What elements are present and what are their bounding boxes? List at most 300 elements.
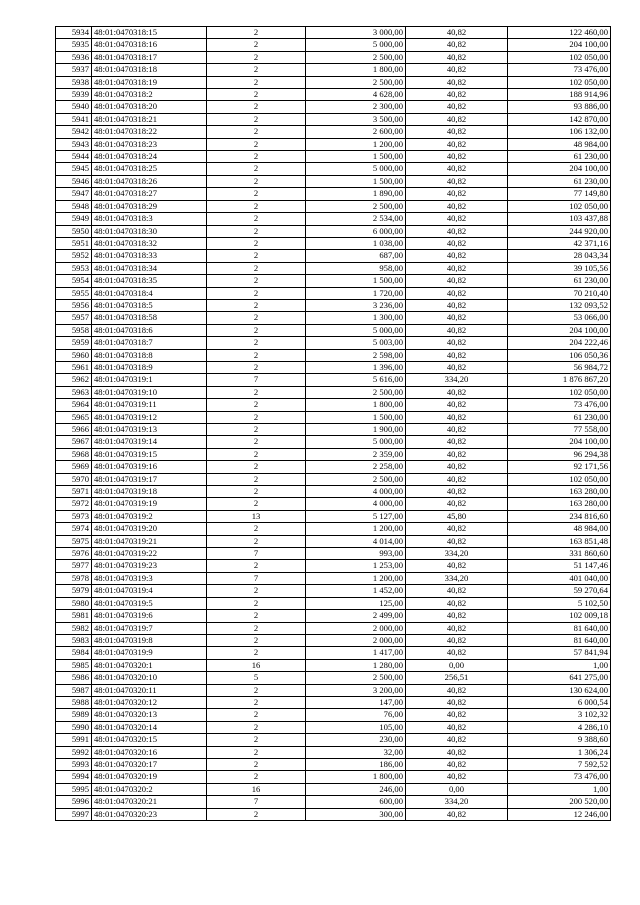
area-cell: 2 500,00 — [306, 51, 406, 63]
cadastral-value-cell: 122 460,00 — [508, 27, 611, 39]
table-row — [56, 27, 611, 39]
row-number-cell: 5954 — [56, 275, 92, 287]
category-code-cell: 2 — [207, 386, 306, 398]
row-number-cell: 5976 — [56, 548, 92, 560]
table-row — [56, 275, 611, 287]
cadastral-number-cell: 48:01:0470319:4 — [92, 585, 207, 597]
cadastral-value-cell: 61 230,00 — [508, 151, 611, 163]
cadastral-value-cell: 102 050,00 — [508, 200, 611, 212]
area-cell: 1 800,00 — [306, 399, 406, 411]
cadastral-number-cell: 48:01:0470319:10 — [92, 386, 207, 398]
category-code-cell: 2 — [207, 684, 306, 696]
area-cell: 4 000,00 — [306, 498, 406, 510]
table-row — [56, 498, 611, 510]
area-cell: 1 500,00 — [306, 411, 406, 423]
table-row — [56, 411, 611, 423]
table-row — [56, 510, 611, 522]
specific-value-cell: 40,82 — [406, 287, 508, 299]
table-row — [56, 200, 611, 212]
cadastral-value-cell: 48 984,00 — [508, 138, 611, 150]
row-number-cell: 5937 — [56, 64, 92, 76]
table-row — [56, 163, 611, 175]
row-number-cell: 5996 — [56, 796, 92, 808]
specific-value-cell: 40,82 — [406, 758, 508, 770]
category-code-cell: 2 — [207, 610, 306, 622]
cadastral-number-cell: 48:01:0470319:20 — [92, 523, 207, 535]
cadastral-value-cell: 106 050,36 — [508, 349, 611, 361]
cadastral-value-cell: 188 914,96 — [508, 89, 611, 101]
area-cell: 105,00 — [306, 721, 406, 733]
specific-value-cell: 40,82 — [406, 696, 508, 708]
cadastral-number-cell: 48:01:0470319:12 — [92, 411, 207, 423]
category-code-cell: 2 — [207, 287, 306, 299]
cadastral-value-cell: 204 222,46 — [508, 337, 611, 349]
table-row — [56, 436, 611, 448]
row-number-cell: 5966 — [56, 424, 92, 436]
table-row — [56, 349, 611, 361]
cadastral-value-cell: 102 050,00 — [508, 76, 611, 88]
table-row — [56, 138, 611, 150]
table-row — [56, 659, 611, 671]
specific-value-cell: 40,82 — [406, 312, 508, 324]
cadastral-number-cell: 48:01:0470319:21 — [92, 535, 207, 547]
cadastral-value-cell: 102 009,18 — [508, 610, 611, 622]
cadastral-value-cell: 70 210,40 — [508, 287, 611, 299]
category-code-cell: 2 — [207, 324, 306, 336]
table-row — [56, 250, 611, 262]
category-code-cell: 2 — [207, 312, 306, 324]
area-cell: 2 500,00 — [306, 672, 406, 684]
cadastral-value-cell: 5 102,50 — [508, 597, 611, 609]
area-cell: 1 500,00 — [306, 275, 406, 287]
specific-value-cell: 0,00 — [406, 783, 508, 795]
row-number-cell: 5961 — [56, 361, 92, 373]
cadastral-number-cell: 48:01:0470318:27 — [92, 188, 207, 200]
table-row — [56, 287, 611, 299]
row-number-cell: 5943 — [56, 138, 92, 150]
category-code-cell: 2 — [207, 535, 306, 547]
category-code-cell: 2 — [207, 138, 306, 150]
category-code-cell: 2 — [207, 585, 306, 597]
cadastral-number-cell: 48:01:0470318:23 — [92, 138, 207, 150]
category-code-cell: 2 — [207, 299, 306, 311]
area-cell: 1 200,00 — [306, 523, 406, 535]
cadastral-number-cell: 48:01:0470318:15 — [92, 27, 207, 39]
row-number-cell: 5935 — [56, 39, 92, 51]
cadastral-number-cell: 48:01:0470318:3 — [92, 213, 207, 225]
specific-value-cell: 334,20 — [406, 572, 508, 584]
area-cell: 5 000,00 — [306, 39, 406, 51]
specific-value-cell: 40,82 — [406, 411, 508, 423]
table-row — [56, 361, 611, 373]
cadastral-number-cell: 48:01:0470318:34 — [92, 262, 207, 274]
row-number-cell: 5992 — [56, 746, 92, 758]
cadastral-number-cell: 48:01:0470318:58 — [92, 312, 207, 324]
cadastral-value-cell: 163 280,00 — [508, 486, 611, 498]
table-row — [56, 39, 611, 51]
specific-value-cell: 40,82 — [406, 151, 508, 163]
cadastral-number-cell: 48:01:0470319:6 — [92, 610, 207, 622]
cadastral-value-cell: 163 280,00 — [508, 498, 611, 510]
area-cell: 2 534,00 — [306, 213, 406, 225]
cadastral-value-cell: 204 100,00 — [508, 436, 611, 448]
row-number-cell: 5955 — [56, 287, 92, 299]
cadastral-value-cell: 102 050,00 — [508, 51, 611, 63]
cadastral-number-cell: 48:01:0470319:7 — [92, 622, 207, 634]
row-number-cell: 5997 — [56, 808, 92, 820]
area-cell: 3 000,00 — [306, 27, 406, 39]
area-cell: 5 127,00 — [306, 510, 406, 522]
table-row — [56, 610, 611, 622]
cadastral-value-cell: 331 860,60 — [508, 548, 611, 560]
category-code-cell: 13 — [207, 510, 306, 522]
row-number-cell: 5960 — [56, 349, 92, 361]
category-code-cell: 2 — [207, 175, 306, 187]
category-code-cell: 2 — [207, 647, 306, 659]
table-row — [56, 374, 611, 386]
area-cell: 32,00 — [306, 746, 406, 758]
area-cell: 1 200,00 — [306, 138, 406, 150]
area-cell: 1 900,00 — [306, 424, 406, 436]
specific-value-cell: 40,82 — [406, 299, 508, 311]
category-code-cell: 2 — [207, 200, 306, 212]
area-cell: 2 500,00 — [306, 386, 406, 398]
table-row — [56, 597, 611, 609]
row-number-cell: 5973 — [56, 510, 92, 522]
table-row — [56, 721, 611, 733]
table-row — [56, 51, 611, 63]
specific-value-cell: 40,82 — [406, 498, 508, 510]
table-row — [56, 696, 611, 708]
specific-value-cell: 40,82 — [406, 634, 508, 646]
cadastral-number-cell: 48:01:0470318:22 — [92, 126, 207, 138]
specific-value-cell: 40,82 — [406, 535, 508, 547]
cadastral-value-cell: 59 270,64 — [508, 585, 611, 597]
cadastral-number-cell: 48:01:0470318:29 — [92, 200, 207, 212]
cadastral-number-cell: 48:01:0470318:26 — [92, 175, 207, 187]
specific-value-cell: 40,82 — [406, 424, 508, 436]
area-cell: 1 300,00 — [306, 312, 406, 324]
table-row — [56, 486, 611, 498]
cadastral-value-cell: 1,00 — [508, 659, 611, 671]
table-body — [56, 27, 611, 821]
specific-value-cell: 40,82 — [406, 361, 508, 373]
category-code-cell: 2 — [207, 89, 306, 101]
specific-value-cell: 40,82 — [406, 237, 508, 249]
category-code-cell: 2 — [207, 758, 306, 770]
row-number-cell: 5942 — [56, 126, 92, 138]
area-cell: 5 000,00 — [306, 324, 406, 336]
row-number-cell: 5934 — [56, 27, 92, 39]
row-number-cell: 5974 — [56, 523, 92, 535]
area-cell: 3 236,00 — [306, 299, 406, 311]
area-cell: 3 500,00 — [306, 113, 406, 125]
specific-value-cell: 40,82 — [406, 808, 508, 820]
specific-value-cell: 40,82 — [406, 461, 508, 473]
category-code-cell: 16 — [207, 659, 306, 671]
specific-value-cell: 40,82 — [406, 448, 508, 460]
specific-value-cell: 40,82 — [406, 771, 508, 783]
table-row — [56, 237, 611, 249]
cadastral-value-cell: 51 147,46 — [508, 560, 611, 572]
row-number-cell: 5949 — [56, 213, 92, 225]
specific-value-cell: 40,82 — [406, 721, 508, 733]
specific-value-cell: 40,82 — [406, 622, 508, 634]
table-row — [56, 64, 611, 76]
cadastral-number-cell: 48:01:0470319:5 — [92, 597, 207, 609]
table-row — [56, 101, 611, 113]
area-cell: 1 800,00 — [306, 64, 406, 76]
table-row — [56, 151, 611, 163]
row-number-cell: 5944 — [56, 151, 92, 163]
cadastral-number-cell: 48:01:0470319:23 — [92, 560, 207, 572]
cadastral-number-cell: 48:01:0470318:33 — [92, 250, 207, 262]
area-cell: 300,00 — [306, 808, 406, 820]
row-number-cell: 5951 — [56, 237, 92, 249]
cadastral-number-cell: 48:01:0470319:13 — [92, 424, 207, 436]
area-cell: 2 500,00 — [306, 473, 406, 485]
cadastral-value-cell: 48 984,00 — [508, 523, 611, 535]
category-code-cell: 2 — [207, 634, 306, 646]
specific-value-cell: 40,82 — [406, 734, 508, 746]
cadastral-value-cell: 39 105,56 — [508, 262, 611, 274]
category-code-cell: 2 — [207, 27, 306, 39]
area-cell: 1 038,00 — [306, 237, 406, 249]
cadastral-value-table — [55, 26, 611, 821]
cadastral-number-cell: 48:01:0470319:11 — [92, 399, 207, 411]
cadastral-value-cell: 102 050,00 — [508, 473, 611, 485]
cadastral-number-cell: 48:01:0470320:17 — [92, 758, 207, 770]
specific-value-cell: 40,82 — [406, 101, 508, 113]
cadastral-value-cell: 204 100,00 — [508, 39, 611, 51]
area-cell: 2 598,00 — [306, 349, 406, 361]
cadastral-number-cell: 48:01:0470318:32 — [92, 237, 207, 249]
cadastral-number-cell: 48:01:0470318:20 — [92, 101, 207, 113]
table-row — [56, 262, 611, 274]
row-number-cell: 5950 — [56, 225, 92, 237]
cadastral-number-cell: 48:01:0470320:10 — [92, 672, 207, 684]
row-number-cell: 5968 — [56, 448, 92, 460]
area-cell: 1 452,00 — [306, 585, 406, 597]
table-row — [56, 175, 611, 187]
area-cell: 1 720,00 — [306, 287, 406, 299]
area-cell: 4 000,00 — [306, 486, 406, 498]
row-number-cell: 5985 — [56, 659, 92, 671]
cadastral-number-cell: 48:01:0470320:12 — [92, 696, 207, 708]
specific-value-cell: 40,82 — [406, 275, 508, 287]
specific-value-cell: 0,00 — [406, 659, 508, 671]
cadastral-value-cell: 81 640,00 — [508, 622, 611, 634]
row-number-cell: 5962 — [56, 374, 92, 386]
table-row — [56, 523, 611, 535]
area-cell: 1 800,00 — [306, 771, 406, 783]
category-code-cell: 2 — [207, 250, 306, 262]
cadastral-value-cell: 77 149,80 — [508, 188, 611, 200]
category-code-cell: 2 — [207, 771, 306, 783]
category-code-cell: 2 — [207, 523, 306, 535]
document-page — [55, 26, 610, 821]
category-code-cell: 2 — [207, 746, 306, 758]
table-row — [56, 299, 611, 311]
category-code-cell: 2 — [207, 163, 306, 175]
area-cell: 5 003,00 — [306, 337, 406, 349]
cadastral-value-cell: 1 876 867,20 — [508, 374, 611, 386]
category-code-cell: 2 — [207, 560, 306, 572]
area-cell: 3 200,00 — [306, 684, 406, 696]
category-code-cell: 7 — [207, 572, 306, 584]
row-number-cell: 5965 — [56, 411, 92, 423]
cadastral-number-cell: 48:01:0470320:14 — [92, 721, 207, 733]
cadastral-number-cell: 48:01:0470319:17 — [92, 473, 207, 485]
cadastral-number-cell: 48:01:0470318:25 — [92, 163, 207, 175]
area-cell: 230,00 — [306, 734, 406, 746]
table-row — [56, 808, 611, 820]
cadastral-value-cell: 103 437,88 — [508, 213, 611, 225]
row-number-cell: 5952 — [56, 250, 92, 262]
row-number-cell: 5993 — [56, 758, 92, 770]
category-code-cell: 7 — [207, 374, 306, 386]
category-code-cell: 2 — [207, 436, 306, 448]
row-number-cell: 5940 — [56, 101, 92, 113]
specific-value-cell: 40,82 — [406, 126, 508, 138]
area-cell: 2 359,00 — [306, 448, 406, 460]
row-number-cell: 5948 — [56, 200, 92, 212]
row-number-cell: 5956 — [56, 299, 92, 311]
specific-value-cell: 40,82 — [406, 337, 508, 349]
row-number-cell: 5978 — [56, 572, 92, 584]
row-number-cell: 5988 — [56, 696, 92, 708]
table-row — [56, 684, 611, 696]
table-row — [56, 76, 611, 88]
cadastral-value-cell: 6 000,54 — [508, 696, 611, 708]
cadastral-value-cell: 204 100,00 — [508, 163, 611, 175]
area-cell: 958,00 — [306, 262, 406, 274]
specific-value-cell: 40,82 — [406, 163, 508, 175]
cadastral-value-cell: 142 870,00 — [508, 113, 611, 125]
cadastral-value-cell: 12 246,00 — [508, 808, 611, 820]
cadastral-number-cell: 48:01:0470318:17 — [92, 51, 207, 63]
cadastral-value-cell: 132 093,52 — [508, 299, 611, 311]
table-row — [56, 647, 611, 659]
table-row — [56, 672, 611, 684]
specific-value-cell: 40,82 — [406, 200, 508, 212]
specific-value-cell: 40,82 — [406, 64, 508, 76]
specific-value-cell: 40,82 — [406, 436, 508, 448]
cadastral-number-cell: 48:01:0470319:9 — [92, 647, 207, 659]
category-code-cell: 2 — [207, 39, 306, 51]
table-row — [56, 473, 611, 485]
area-cell: 1 417,00 — [306, 647, 406, 659]
cadastral-number-cell: 48:01:0470318:30 — [92, 225, 207, 237]
cadastral-value-cell: 77 558,00 — [508, 424, 611, 436]
cadastral-number-cell: 48:01:0470320:1 — [92, 659, 207, 671]
row-number-cell: 5959 — [56, 337, 92, 349]
row-number-cell: 5958 — [56, 324, 92, 336]
area-cell: 5 000,00 — [306, 436, 406, 448]
cadastral-number-cell: 48:01:0470318:16 — [92, 39, 207, 51]
row-number-cell: 5936 — [56, 51, 92, 63]
cadastral-number-cell: 48:01:0470318:21 — [92, 113, 207, 125]
row-number-cell: 5964 — [56, 399, 92, 411]
specific-value-cell: 40,82 — [406, 39, 508, 51]
area-cell: 1 280,00 — [306, 659, 406, 671]
cadastral-number-cell: 48:01:0470319:15 — [92, 448, 207, 460]
category-code-cell: 2 — [207, 188, 306, 200]
cadastral-number-cell: 48:01:0470320:16 — [92, 746, 207, 758]
row-number-cell: 5938 — [56, 76, 92, 88]
specific-value-cell: 334,20 — [406, 374, 508, 386]
table-row — [56, 113, 611, 125]
table-row — [56, 461, 611, 473]
row-number-cell: 5971 — [56, 486, 92, 498]
category-code-cell: 2 — [207, 721, 306, 733]
category-code-cell: 2 — [207, 597, 306, 609]
row-number-cell: 5946 — [56, 175, 92, 187]
specific-value-cell: 40,82 — [406, 175, 508, 187]
cadastral-number-cell: 48:01:0470319:2 — [92, 510, 207, 522]
row-number-cell: 5969 — [56, 461, 92, 473]
cadastral-value-cell: 57 841,94 — [508, 647, 611, 659]
cadastral-number-cell: 48:01:0470318:35 — [92, 275, 207, 287]
cadastral-number-cell: 48:01:0470319:16 — [92, 461, 207, 473]
category-code-cell: 2 — [207, 237, 306, 249]
specific-value-cell: 40,82 — [406, 399, 508, 411]
row-number-cell: 5991 — [56, 734, 92, 746]
cadastral-number-cell: 48:01:0470319:22 — [92, 548, 207, 560]
table-row — [56, 771, 611, 783]
cadastral-number-cell: 48:01:0470319:18 — [92, 486, 207, 498]
category-code-cell: 2 — [207, 225, 306, 237]
specific-value-cell: 40,82 — [406, 213, 508, 225]
specific-value-cell: 40,82 — [406, 27, 508, 39]
cadastral-value-cell: 234 816,60 — [508, 510, 611, 522]
category-code-cell: 2 — [207, 808, 306, 820]
cadastral-value-cell: 204 100,00 — [508, 324, 611, 336]
area-cell: 5 616,00 — [306, 374, 406, 386]
category-code-cell: 2 — [207, 113, 306, 125]
area-cell: 2 300,00 — [306, 101, 406, 113]
specific-value-cell: 40,82 — [406, 386, 508, 398]
row-number-cell: 5986 — [56, 672, 92, 684]
category-code-cell: 2 — [207, 424, 306, 436]
cadastral-value-cell: 7 592,52 — [508, 758, 611, 770]
category-code-cell: 2 — [207, 337, 306, 349]
cadastral-number-cell: 48:01:0470318:4 — [92, 287, 207, 299]
row-number-cell: 5984 — [56, 647, 92, 659]
specific-value-cell: 40,82 — [406, 560, 508, 572]
area-cell: 2 600,00 — [306, 126, 406, 138]
area-cell: 6 000,00 — [306, 225, 406, 237]
specific-value-cell: 40,82 — [406, 225, 508, 237]
specific-value-cell: 40,82 — [406, 473, 508, 485]
specific-value-cell: 40,82 — [406, 113, 508, 125]
row-number-cell: 5967 — [56, 436, 92, 448]
cadastral-number-cell: 48:01:0470318:2 — [92, 89, 207, 101]
area-cell: 1 396,00 — [306, 361, 406, 373]
category-code-cell: 2 — [207, 622, 306, 634]
cadastral-number-cell: 48:01:0470320:21 — [92, 796, 207, 808]
area-cell: 2 000,00 — [306, 634, 406, 646]
row-number-cell: 5972 — [56, 498, 92, 510]
area-cell: 186,00 — [306, 758, 406, 770]
table-row — [56, 386, 611, 398]
category-code-cell: 2 — [207, 151, 306, 163]
category-code-cell: 7 — [207, 548, 306, 560]
area-cell: 1 200,00 — [306, 572, 406, 584]
table-row — [56, 585, 611, 597]
table-row — [56, 312, 611, 324]
cadastral-value-cell: 401 040,00 — [508, 572, 611, 584]
